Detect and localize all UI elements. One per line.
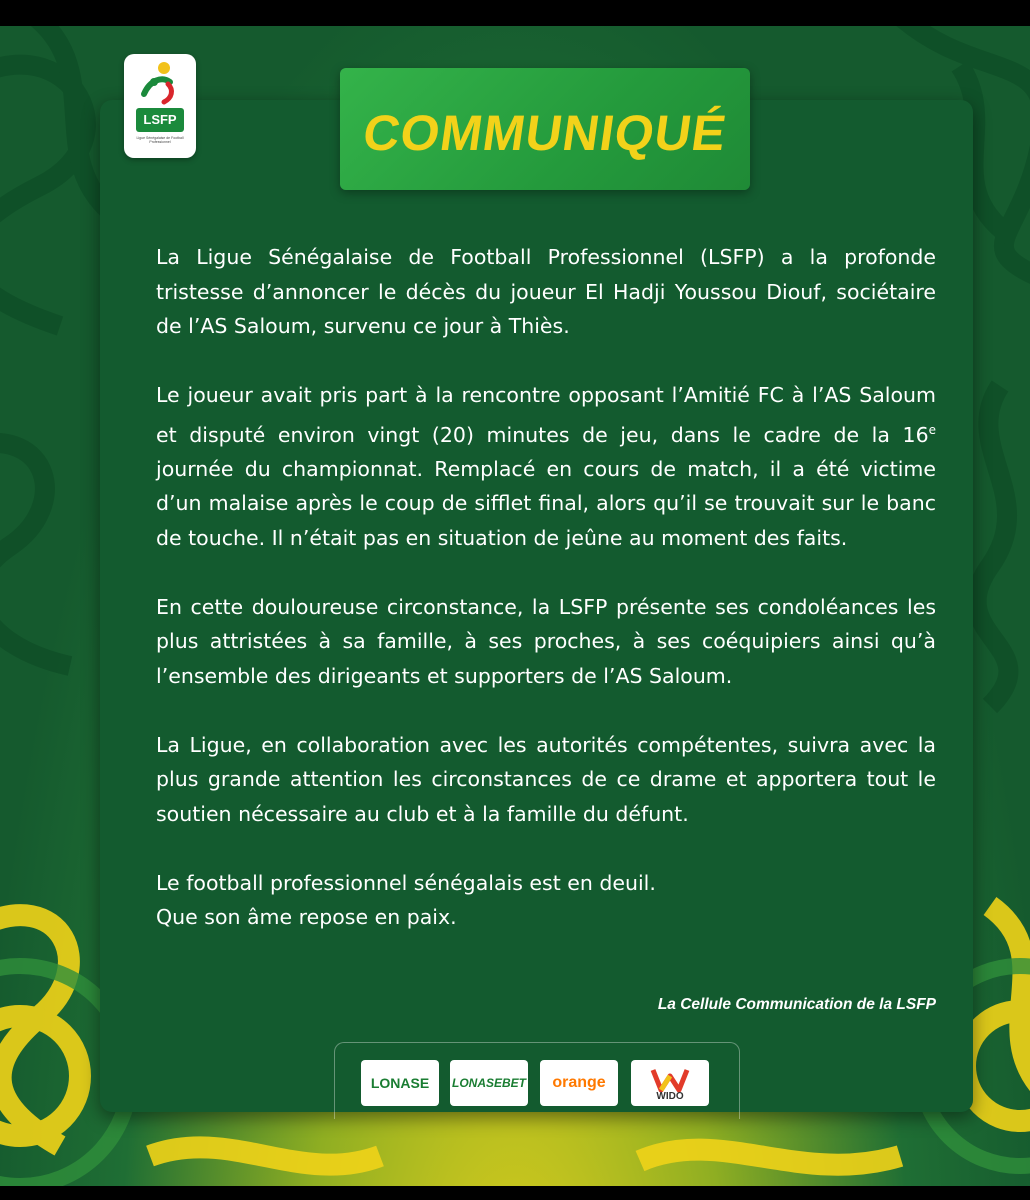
paragraph-2-part-1: Le joueur avait pris part à la rencontre opposant l’Amitié FC à l’AS Saloum et disputé environ vingt (20) minutes de jeu, dans le cadre de la 16 xyxy=(156,383,936,447)
paragraph-2 xyxy=(156,378,936,555)
top-black-bar xyxy=(0,0,1030,26)
player-ball-icon xyxy=(124,54,196,114)
logo-acronym: LSFP xyxy=(143,112,177,127)
logo-fineprint: Ligue Sénégalaise de Football Professionnel xyxy=(136,136,184,144)
communique-body xyxy=(156,240,936,969)
ordinal-superscript: e xyxy=(928,422,936,437)
sponsor-lonasebet-logo: LONASEBET xyxy=(450,1060,528,1106)
closing-line-1: Le football professionnel sénégalais est en deuil. xyxy=(156,870,656,895)
sponsor-lonase-logo: LONASE xyxy=(361,1060,439,1106)
sponsor-wido-logo xyxy=(631,1060,709,1106)
closing-line-2: Que son âme repose en paix. xyxy=(156,905,457,930)
lsfp-logo xyxy=(124,54,196,158)
sponsor-orange-logo: orange xyxy=(540,1060,618,1106)
banner-title: COMMUNIQUÉ xyxy=(359,105,731,161)
signature: La Cellule Communication de la LSFP xyxy=(657,996,936,1013)
paragraph-1: La Ligue Sénégalaise de Football Professionnel (LSFP) a la profonde tristesse d’annoncer le décès du joueur El Hadji Youssou Diouf, sociétaire de l’AS Saloum, survenu ce jour à Thiès. xyxy=(156,245,936,338)
paragraph-5 xyxy=(156,866,936,935)
wido-label: WIDO xyxy=(656,1091,684,1102)
paragraph-2-part-2: journée du championnat. Remplacé en cours de match, il a été victime d’un malaise après le coup de sifflet final, alors qu’il se trouvait sur le banc de touche. Il n’était pas en situation de jeûne au moment des faits. xyxy=(156,456,936,550)
paragraph-3: En cette douloureuse circonstance, la LSFP présente ses condoléances les plus attristées à sa famille, à ses proches, à ses coéquipiers ainsi qu’à l’ensemble des dirigeants et supporters de l’AS Saloum. xyxy=(156,594,936,688)
paragraph-4: La Ligue, en collaboration avec les autorités compétentes, suivra avec la plus grande attention les circonstances de ce drame et apportera tout le soutien nécessaire au club et à la famille du défunt. xyxy=(156,732,936,826)
bottom-black-bar xyxy=(0,1186,1030,1200)
communique-banner xyxy=(340,68,750,190)
